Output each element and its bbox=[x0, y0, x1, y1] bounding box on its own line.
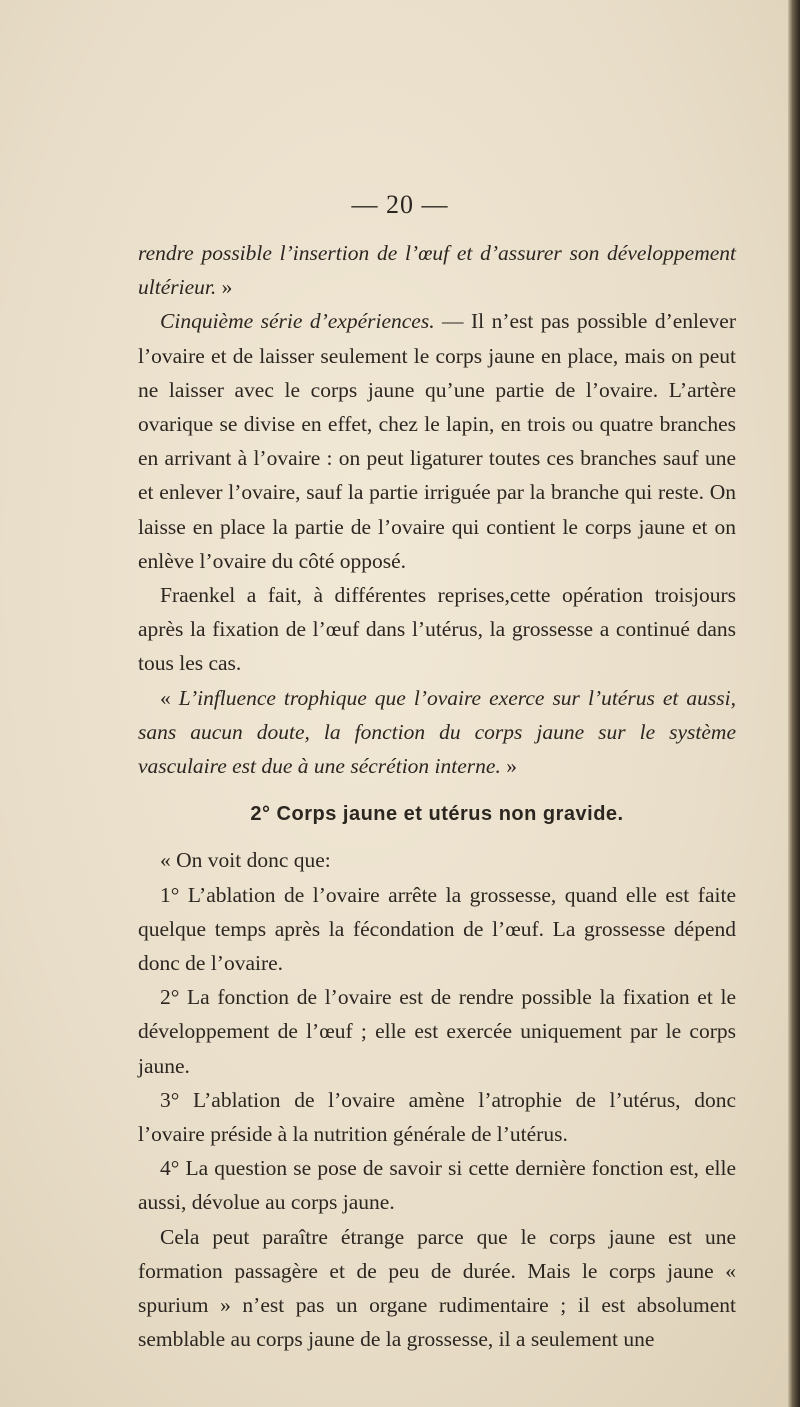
paragraph-6: 1° L’ablation de l’ovaire arrête la grossesse, quand elle est faite quelque temps après la fécondation de l’œuf. La grossesse dépend donc de l’ovaire. bbox=[138, 882, 736, 976]
paragraph-8: 3° L’ablation de l’ovaire amène l’atrophie de l’utérus, donc l’ovaire préside à la nutrition générale de l’utérus. bbox=[138, 1087, 736, 1147]
paragraph-2 bbox=[138, 304, 736, 578]
paragraph-1-italic: rendre possible l’insertion de l’œuf et d’assurer son développement ultérieur. bbox=[138, 241, 736, 300]
paragraph-3: Fraenkel a fait, à différentes reprises,cette opération troisjours après la fixation de l’œuf dans l’utérus, la grossesse a continué dans tous les cas. bbox=[138, 583, 736, 676]
section-heading: 2° Corps jaune et utérus non gravide. bbox=[250, 803, 624, 826]
paragraph-9: 4° La question se pose de savoir si cette dernière fonction est, elle aussi, dévolue au corps jaune. bbox=[138, 1156, 736, 1215]
paragraph-4-quote bbox=[138, 681, 736, 784]
body-text bbox=[138, 236, 736, 1357]
quote-close: » bbox=[500, 754, 517, 779]
quote-open: « bbox=[160, 685, 179, 710]
page-number: — 20 — bbox=[351, 190, 449, 219]
paragraph-2-text: — Il n’est pas possible d’enlever l’ovaire et de laisser seulement le corps jaune en place, mais on peut ne laisser avec le corps jaune qu’une partie de l’ovaire. L’artère ovarique se divise en effet, chez le lapin, en trois ou quatre branches en arrivant à l’ovaire : on peut ligaturer toutes ces branches sauf une et enlever l’ovaire, sauf la partie irriguée par la branche qui reste. On laisse en place la partie de l’ovaire qui contient le corps jaune et on enlève l’ovaire du côté opposé. bbox=[138, 309, 736, 573]
paragraph-4-italic: L’influence trophique que l’ovaire exerce sur l’utérus et aussi, sans aucun doute, la fonction du corps jaune sur le système vasculaire est due à une sécrétion interne. bbox=[138, 685, 736, 779]
paragraph-5: « On voit donc que: bbox=[160, 848, 331, 873]
paragraph-1-end: » bbox=[216, 275, 233, 300]
paragraph-2-italic: Cinquième série d’expériences. bbox=[160, 309, 435, 334]
paragraph-10: Cela peut paraître étrange parce que le corps jaune est une formation passagère et de peu de durée. Mais le corps jaune « spurium » n’est pas un organe rudimentaire ; il est absolument semblable au corps jaune de la grossesse, il a seulement une bbox=[138, 1224, 736, 1352]
paragraph-1 bbox=[138, 236, 736, 304]
paragraph-7: 2° La fonction de l’ovaire est de rendre possible la fixation et le développement de l’œuf ; elle est exercée uniquement par le corps jaune. bbox=[138, 985, 736, 1078]
